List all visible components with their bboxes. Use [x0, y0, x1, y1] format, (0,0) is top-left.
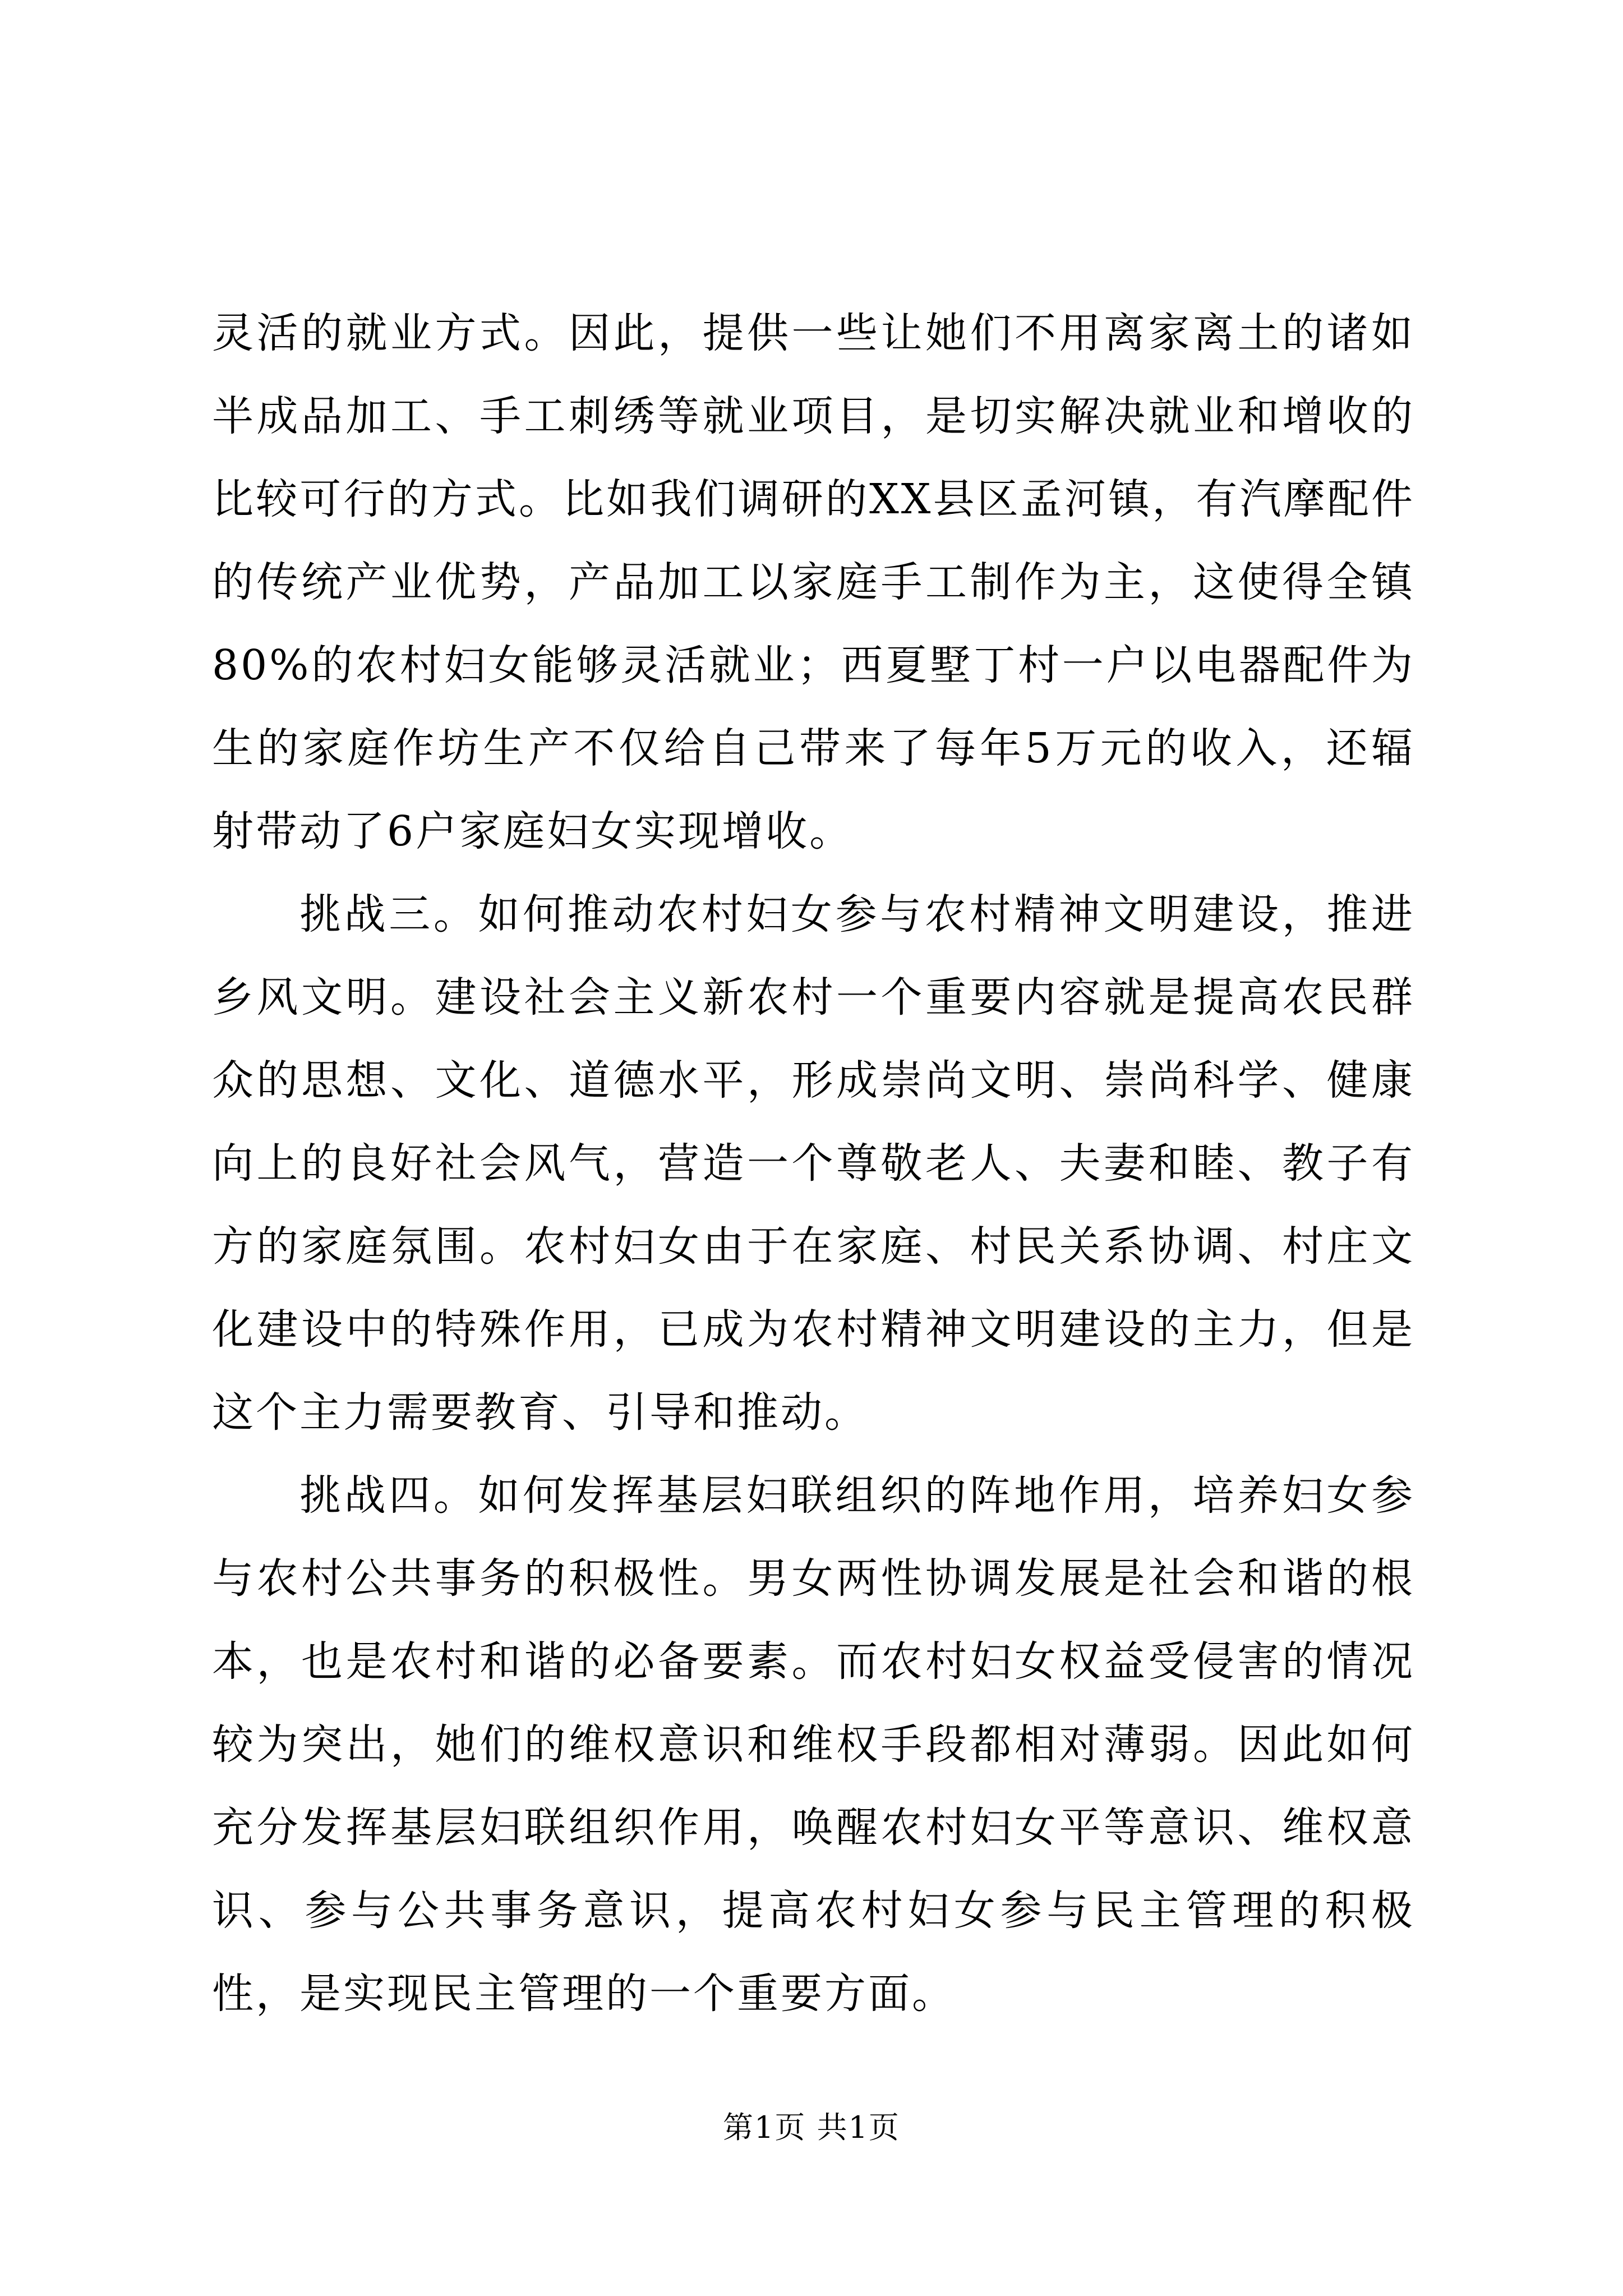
paragraph-employment-methods: 灵活的就业方式。因此，提供一些让她们不用离家离土的诸如半成品加工、手工刺绣等就业项目，是切实解决就业和增收的比较可行的方式。比如我们调研的XX县区孟河镇，有汽摩配件的传统产业优势，产品加工以家庭手工制作为主，这使得全镇80%的农村妇女能够灵活就业；西夏墅丁村一户以电器配件为生的家庭作坊生产不仅给自己带来了每年5万元的收入，还辐射带动了6户家庭妇女实现增收。 — [212, 309, 1415, 855]
paragraph-challenge-four: 挑战四。如何发挥基层妇联组织的阵地作用，培养妇女参与农村公共事务的积极性。男女两性协调发展是社会和谐的根本，也是农村和谐的必备要素。而农村妇女权益受侵害的情况较为突出，她们的维权意识和维权手段都相对薄弱。因此如何充分发挥基层妇联组织作用，唤醒农村妇女平等意识、维权意识、参与公共事务意识，提高农村妇女参与民主管理的积极性，是实现民主管理的一个重要方面。 — [212, 1471, 1415, 2018]
page-footer — [0, 2108, 1623, 2147]
document-body — [212, 292, 1415, 2035]
page-number-label: 第1页 共1页 — [723, 2110, 900, 2145]
paragraph-challenge-three: 挑战三。如何推动农村妇女参与农村精神文明建设，推进乡风文明。建设社会主义新农村一个重要内容就是提高农民群众的思想、文化、道德水平，形成崇尚文明、崇尚科学、健康向上的良好社会风气，营造一个尊敬老人、夫妻和睦、教子有方的家庭氛围。农村妇女由于在家庭、村民关系协调、村庄文化建设中的特殊作用，已成为农村精神文明建设的主力，但是这个主力需要教育、引导和推动。 — [212, 890, 1415, 1437]
